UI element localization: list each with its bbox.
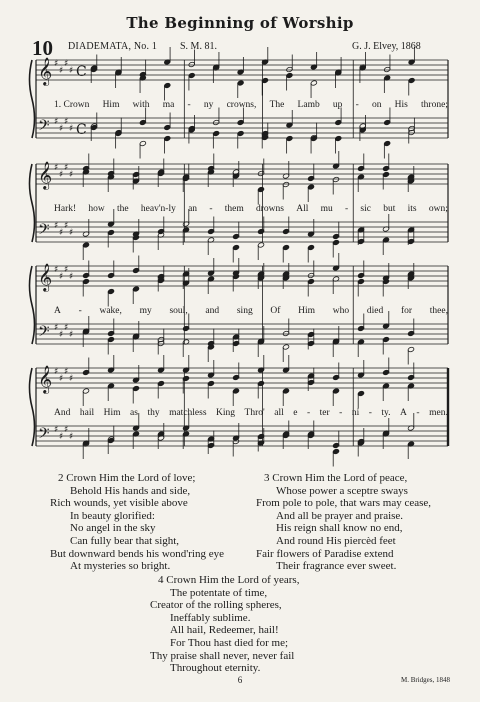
lyric-syllable: Lamb — [297, 100, 320, 110]
lyric-syllable: And — [54, 408, 71, 418]
svg-text:𝄞: 𝄞 — [38, 365, 53, 393]
svg-text:♯: ♯ — [69, 432, 74, 442]
lyric-syllable: crowns, — [226, 100, 257, 110]
verse-line: 2 Crown Him the Lord of love; — [58, 472, 196, 484]
verse-3 — [256, 472, 431, 573]
svg-text:𝄢: 𝄢 — [38, 117, 50, 138]
svg-text:♯: ♯ — [59, 66, 64, 76]
svg-text:𝄞: 𝄞 — [38, 57, 53, 85]
verse-line: Can fully bear that sight, — [70, 534, 180, 547]
lyric-syllable: ny — [203, 100, 214, 110]
verse-line: And all be prayer and praise. — [276, 509, 404, 522]
verse-2 — [50, 472, 224, 573]
svg-text:♯: ♯ — [64, 425, 69, 435]
svg-text:♯: ♯ — [59, 330, 64, 340]
lyric-syllable: ter — [319, 408, 330, 418]
lyric-syllable: my — [139, 306, 152, 316]
lyric-syllable: them — [224, 204, 244, 214]
verse-line: And round His piercèd feet — [276, 534, 396, 547]
svg-text:♯: ♯ — [54, 367, 59, 377]
svg-text:♯: ♯ — [54, 163, 59, 173]
svg-text:♯: ♯ — [59, 272, 64, 282]
verse-line: At mysteries so bright. — [70, 560, 171, 573]
lyric-syllable: - — [355, 100, 359, 110]
lyric-syllable: 1. Crown — [54, 100, 90, 110]
lyric-syllable: Him — [103, 408, 121, 418]
lyric-syllable: thy — [147, 408, 160, 418]
lyric-syllable: sic — [360, 204, 371, 214]
svg-text:♯: ♯ — [59, 374, 64, 384]
svg-text:𝄞: 𝄞 — [38, 161, 53, 189]
svg-text:♯: ♯ — [69, 124, 74, 134]
lyric-syllable: His — [394, 100, 408, 110]
lyric-syllable: and — [205, 306, 220, 316]
lyric-syllable: - — [78, 306, 82, 316]
verse-line: Thy praise shall never, never fail — [150, 649, 295, 662]
svg-text:♯: ♯ — [59, 170, 64, 180]
lyric-syllable: ma — [162, 100, 175, 110]
verse-line: From pole to pole, that wars may cease, — [256, 497, 432, 510]
page-title: The Beginning of Worship — [126, 14, 354, 32]
lyric-syllable: - — [209, 204, 213, 214]
verse-line: Whose power a sceptre sways — [276, 484, 408, 497]
svg-text:♯: ♯ — [59, 228, 64, 238]
lyric-syllable: soul, — [169, 306, 188, 316]
lyric-line-1 — [54, 100, 448, 110]
svg-text:𝄢: 𝄢 — [38, 425, 50, 446]
verse-line: No angel in the sky — [70, 522, 156, 535]
lyric-syllable: the — [117, 204, 129, 214]
verse-line: 4 Crown Him the Lord of years, — [158, 574, 300, 586]
lyric-syllable: ni — [351, 408, 360, 418]
lyric-syllable: Hark! — [54, 204, 77, 214]
verse-line: Throughout eternity. — [170, 662, 261, 675]
svg-text:♯: ♯ — [54, 323, 59, 333]
svg-text:𝄢: 𝄢 — [38, 221, 50, 242]
lyric-syllable: hail — [79, 408, 95, 418]
lyric-syllable: heav'n-ly — [140, 204, 176, 214]
verse-line: In beauty glorified: — [70, 509, 155, 522]
lyric-syllable: an — [188, 204, 198, 214]
lyric-syllable: ty. — [381, 408, 391, 418]
lyric-syllable: - — [368, 408, 372, 418]
lyric-syllable: matchless — [169, 408, 207, 418]
svg-text:♯: ♯ — [69, 170, 74, 180]
svg-text:♯: ♯ — [64, 59, 69, 69]
lyric-syllable: Him — [102, 100, 120, 110]
lyric-syllable: thee, — [429, 306, 448, 316]
lyric-syllable: all — [274, 408, 284, 418]
verse-line: But downward bends his wond'ring eye — [50, 547, 224, 560]
verse-line: Ineffably sublime. — [170, 611, 251, 624]
lyric-syllable: but — [383, 204, 396, 214]
svg-text:♯: ♯ — [59, 124, 64, 134]
lyric-syllable: e — [293, 408, 298, 418]
lyric-syllable: - — [187, 100, 191, 110]
svg-text:♯: ♯ — [69, 272, 74, 282]
hymn-number: 10 — [32, 36, 53, 60]
verse-line: All hail, Redeemer, hail! — [170, 624, 279, 637]
verse-line: The potentate of time, — [170, 586, 268, 599]
lyric-syllable: drowns — [255, 204, 284, 214]
lyric-syllable: who — [332, 306, 350, 316]
svg-text:♯: ♯ — [64, 367, 69, 377]
lyric-syllable: All — [296, 204, 309, 214]
lyric-line-2 — [54, 204, 448, 214]
lyric-syllable: Thro' — [244, 408, 265, 418]
verse-line: Creator of the rolling spheres, — [150, 599, 282, 612]
meter: S. M. 81. — [180, 41, 217, 52]
lyric-syllable: - — [339, 408, 343, 418]
lyric-syllable: - — [416, 408, 420, 418]
lyric-syllable: men. — [429, 408, 448, 418]
svg-text:♯: ♯ — [64, 265, 69, 275]
lyric-syllable: mu — [320, 204, 333, 214]
lyric-line-4 — [54, 408, 448, 418]
svg-text:♯: ♯ — [69, 66, 74, 76]
lyric-syllable: as — [130, 408, 138, 418]
svg-text:𝄢: 𝄢 — [38, 323, 50, 344]
verse-line: Fair flowers of Paradise extend — [256, 547, 394, 560]
tune-name: DIADEMATA, No. 1 — [68, 41, 158, 52]
composer: G. J. Elvey, 1868 — [352, 41, 421, 52]
svg-text:♯: ♯ — [64, 163, 69, 173]
lyric-syllable: for — [400, 306, 413, 316]
lyric-syllable: died — [366, 306, 384, 316]
lyric-syllable: how — [88, 204, 105, 214]
verse-line: Their fragrance ever sweet. — [276, 560, 397, 573]
lyric-syllable: on — [371, 100, 382, 110]
svg-text:♯: ♯ — [64, 221, 69, 231]
svg-text:♯: ♯ — [69, 228, 74, 238]
lyric-line-3 — [54, 306, 448, 316]
lyric-syllable: Him — [298, 306, 316, 316]
svg-text:♯: ♯ — [69, 374, 74, 384]
verse-line: His reign shall know no end, — [276, 522, 403, 535]
svg-text:♯: ♯ — [54, 117, 59, 127]
lyric-syllable: - — [306, 408, 311, 418]
svg-text:♯: ♯ — [54, 265, 59, 275]
lyric-syllable: wake, — [99, 306, 122, 316]
lyric-syllable: The — [269, 100, 285, 110]
svg-text:♯: ♯ — [64, 323, 69, 333]
verse-line: 3 Crown Him the Lord of peace, — [264, 472, 408, 484]
lyric-syllable: sing — [236, 306, 253, 316]
verse-line: For Thou hast died for me; — [170, 636, 289, 649]
page-number: 6 — [237, 675, 243, 685]
lyric-syllable: King — [216, 408, 236, 418]
author-credit: M. Bridges, 1848 — [401, 676, 450, 684]
svg-text:♯: ♯ — [54, 59, 59, 69]
lyric-syllable: Of — [270, 306, 281, 316]
svg-text:♯: ♯ — [69, 330, 74, 340]
lyric-syllable: A — [54, 306, 61, 316]
svg-text:♯: ♯ — [54, 425, 59, 435]
svg-text:𝄞: 𝄞 — [38, 263, 53, 291]
svg-text:♯: ♯ — [54, 221, 59, 231]
verse-4 — [150, 574, 299, 675]
svg-text:C: C — [76, 122, 87, 138]
svg-text:♯: ♯ — [59, 432, 64, 442]
lyric-syllable: A — [400, 408, 407, 418]
verse-line: Rich wounds, yet visible above — [50, 497, 188, 510]
lyric-syllable: its — [407, 204, 417, 214]
lyric-syllable: throne; — [421, 100, 448, 110]
lyric-syllable: - — [345, 204, 349, 214]
svg-text:♯: ♯ — [64, 117, 69, 127]
lyric-syllable: up — [332, 100, 343, 110]
verse-line: Behold His hands and side, — [70, 484, 191, 497]
svg-text:C: C — [76, 64, 87, 80]
lyric-syllable: with — [132, 100, 150, 110]
lyric-syllable: own; — [428, 204, 448, 214]
